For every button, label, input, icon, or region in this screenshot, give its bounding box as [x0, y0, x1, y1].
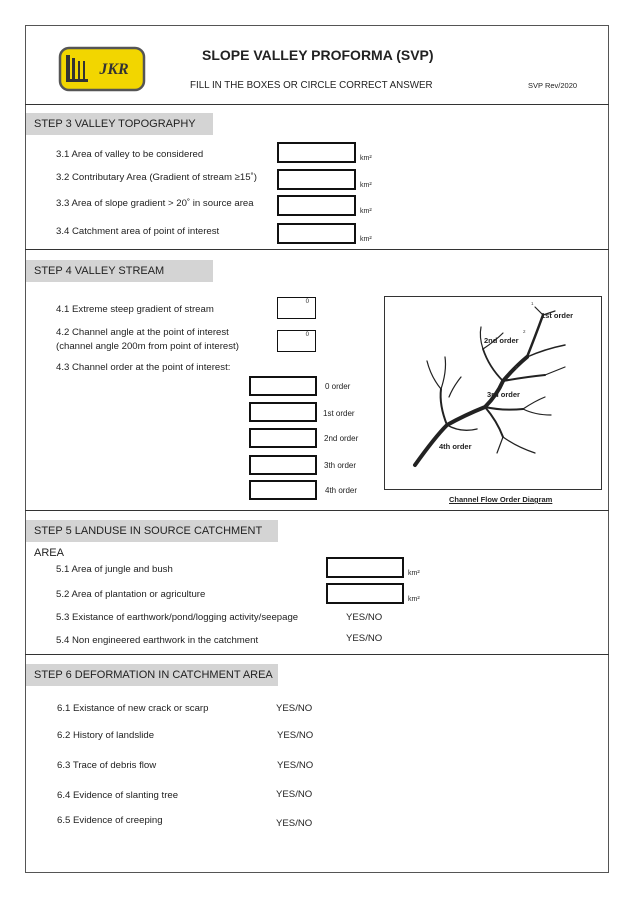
step4-item-label: (channel angle 200m from point of interest) — [56, 341, 239, 352]
unit-label: km² — [360, 182, 372, 189]
step6-item-label: 6.5 Evidence of creeping — [57, 815, 163, 826]
step5-item-label: 5.2 Area of plantation or agriculture — [56, 589, 206, 600]
yes-no-option[interactable]: YES/NO — [276, 818, 313, 829]
divider — [25, 104, 609, 105]
step3-item-label: 3.1 Area of valley to be considered — [56, 149, 204, 160]
area-valley-input[interactable] — [277, 142, 356, 163]
steep-gradient-input[interactable] — [277, 297, 316, 319]
step6-item-label: 6.2 History of landslide — [57, 730, 155, 741]
order-4-checkbox[interactable] — [249, 480, 317, 500]
channel-order-diagram — [384, 296, 602, 490]
order-label: 2nd order — [324, 434, 359, 443]
catchment-area-input[interactable] — [277, 223, 356, 244]
divider — [25, 654, 609, 655]
order-label: 1st order — [323, 409, 355, 418]
diagram-label: 3rd order — [487, 390, 520, 399]
diagram-number: 1 — [531, 301, 534, 306]
step5-item-label: 5.4 Non engineered earthwork in the catchment — [56, 635, 259, 646]
step6-item-label: 6.3 Trace of debris flow — [57, 760, 157, 771]
step3-item-label: 3.2 Contributary Area (Gradient of stream ≥15˚) — [56, 172, 257, 183]
unit-label: km² — [408, 596, 420, 603]
yes-no-option[interactable]: YES/NO — [276, 703, 313, 714]
unit-label: km² — [360, 208, 372, 215]
divider — [25, 249, 609, 250]
degree-symbol: 0 — [305, 332, 309, 338]
jungle-area-input[interactable] — [326, 557, 404, 578]
yes-no-option[interactable]: YES/NO — [277, 730, 314, 741]
unit-label: km² — [408, 570, 420, 577]
plantation-area-input[interactable] — [326, 583, 404, 604]
step3-item-label: 3.3 Area of slope gradient > 20˚ in source area — [56, 198, 254, 209]
order-0-checkbox[interactable] — [249, 376, 317, 396]
step3-heading: STEP 3 VALLEY TOPOGRAPHY — [26, 113, 213, 135]
step4-item-label: 4.3 Channel order at the point of interest: — [56, 362, 231, 373]
step5-heading: STEP 5 LANDUSE IN SOURCE CATCHMENT AREA — [26, 520, 278, 542]
diagram-label: 2nd order — [484, 336, 519, 345]
step5-item-label: 5.3 Existance of earthwork/pond/logging activity/seepage — [56, 612, 299, 623]
diagram-caption: Channel Flow Order Diagram — [449, 495, 553, 504]
unit-label: km² — [360, 155, 372, 162]
diagram-label: 4th order — [439, 442, 472, 451]
diagram-number: 2 — [523, 329, 526, 334]
unit-label: km² — [360, 236, 372, 243]
divider — [25, 510, 609, 511]
step4-heading: STEP 4 VALLEY STREAM — [26, 260, 213, 282]
order-2-checkbox[interactable] — [249, 428, 317, 448]
step4-item-label: 4.1 Extreme steep gradient of stream — [56, 304, 214, 315]
degree-symbol: 0 — [305, 299, 309, 305]
diagram-label: 1st order — [541, 311, 574, 320]
jkr-logo — [58, 46, 146, 92]
channel-angle-input[interactable] — [277, 330, 316, 352]
yes-no-option[interactable]: YES/NO — [346, 633, 383, 644]
yes-no-option[interactable]: YES/NO — [277, 760, 314, 771]
logo-text: JKR — [99, 61, 129, 78]
order-label: 0 order — [325, 382, 351, 391]
order-label: 3th order — [324, 461, 357, 470]
page-subtitle: FILL IN THE BOXES OR CIRCLE CORRECT ANSWER — [190, 80, 433, 91]
order-1-checkbox[interactable] — [249, 402, 317, 422]
step3-item-label: 3.4 Catchment area of point of interest — [56, 226, 220, 237]
order-label: 4th order — [325, 486, 358, 495]
diagram-number: 3 — [515, 365, 518, 370]
step4-item-label: 4.2 Channel angle at the point of interest — [56, 327, 229, 338]
step6-heading: STEP 6 DEFORMATION IN CATCHMENT AREA — [26, 664, 278, 686]
step6-item-label: 6.4 Evidence of slanting tree — [57, 790, 179, 801]
yes-no-option[interactable]: YES/NO — [346, 612, 383, 623]
revision-label: SVP Rev/2020 — [528, 81, 578, 90]
step5-item-label: 5.1 Area of jungle and bush — [56, 564, 173, 575]
slope-gradient-area-input[interactable] — [277, 195, 356, 216]
page-title: SLOPE VALLEY PROFORMA (SVP) — [202, 47, 434, 63]
contributary-area-input[interactable] — [277, 169, 356, 190]
order-3-checkbox[interactable] — [249, 455, 317, 475]
yes-no-option[interactable]: YES/NO — [276, 789, 313, 800]
step6-item-label: 6.1 Existance of new crack or scarp — [57, 703, 209, 714]
